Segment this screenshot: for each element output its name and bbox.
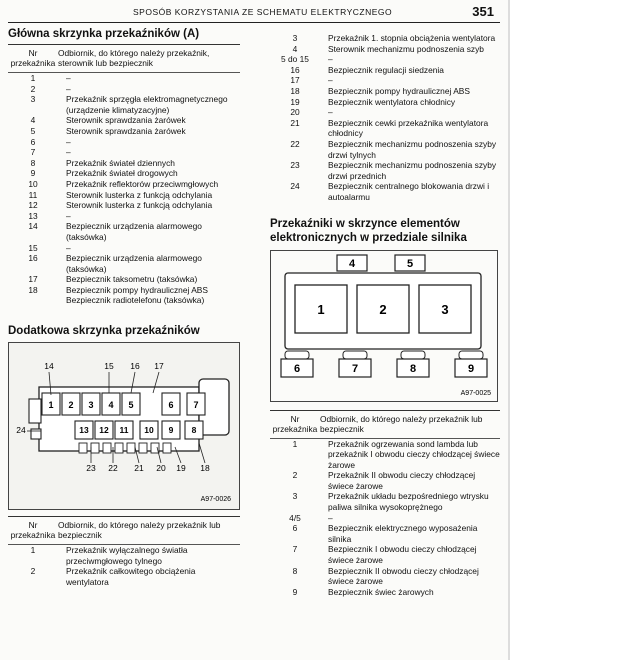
main-box-title: Główna skrzynka przekaźników (A) (8, 28, 200, 40)
extra-box-table (8, 517, 240, 587)
table-row (8, 285, 240, 306)
table-row (270, 75, 500, 86)
row-number: 3 (292, 491, 298, 502)
table-row (270, 566, 500, 587)
callout-label: 24 (16, 425, 26, 436)
row-description: Bezpiecznik świec żarowych (328, 586, 434, 597)
row-number: 1 (30, 73, 36, 83)
right-column (270, 28, 500, 597)
table-row (8, 179, 240, 190)
row-description: Przekaźnik II obwodu cieczy chłodzącej świece żarowe (328, 470, 476, 491)
row-number: 12 (28, 200, 38, 211)
row-description: Sterownik mechanizmu podnoszenia szyb (328, 43, 484, 54)
big-relay-label: 1 (317, 301, 325, 317)
table-row (8, 253, 240, 274)
row-number: 4 (292, 43, 298, 54)
table-row (270, 107, 500, 118)
row-number: 19 (290, 96, 300, 107)
relay-slot-label: 8 (191, 425, 197, 436)
fuse-slot (79, 443, 87, 453)
row-description: – (66, 242, 71, 253)
big-relay-label: 3 (441, 301, 449, 317)
extra-col-header-consumer: Odbiornik, do którego należy przekaźnik lub bezpiecznik (58, 517, 240, 545)
row-number: 15 (28, 242, 38, 253)
callout-label: 23 (86, 463, 96, 474)
table-row (270, 160, 500, 181)
table-row (8, 94, 240, 115)
row-number: 5 (30, 125, 36, 136)
engine-box-drawing (271, 251, 497, 401)
callout-label: 14 (44, 361, 54, 372)
table-row (8, 168, 240, 179)
row-description: Przekaźnik całkowitego obciążenia wentylatora (66, 566, 196, 587)
callout-label: 19 (176, 463, 186, 474)
table-row (8, 137, 240, 148)
row-number: 17 (28, 274, 38, 285)
table-row (8, 243, 240, 254)
table-row (8, 190, 240, 201)
relay-slot-label: 2 (68, 400, 74, 411)
figure-caption: A97-0026 (200, 496, 231, 504)
table-row (270, 470, 500, 491)
row-number: 23 (290, 160, 300, 171)
row-description: Bezpiecznik urządzenia alarmowego (taksówka) (66, 221, 202, 242)
callout-label: 16 (130, 361, 140, 372)
relay-slot-label: 11 (119, 425, 129, 436)
row-number: 4/5 (289, 512, 301, 523)
row-number: 6 (292, 523, 298, 534)
row-description: Bezpiecznik mechanizmu podnoszenia szyby drzwi tylnych (328, 138, 497, 160)
row-number: 17 (290, 75, 300, 86)
fuse-slot (91, 443, 99, 453)
row-description: Bezpiecznik elektrycznego wyposażenia silnika (328, 523, 478, 544)
table-row (8, 73, 240, 84)
row-description: – (328, 54, 333, 65)
row-description: Sterownik lusterka z funkcją odchylania (66, 200, 213, 211)
table-row (270, 65, 500, 76)
table-row (270, 54, 500, 65)
table-row (8, 200, 240, 211)
relay-slot-label: 7 (193, 400, 199, 411)
relay-slot-label: 4 (108, 400, 114, 411)
left-column (8, 28, 240, 587)
row-description: – (66, 73, 71, 83)
callout-label: 18 (200, 463, 210, 474)
row-description: – (328, 512, 333, 523)
relay-slot-label: 12 (99, 425, 109, 436)
extra-box-title: Dodatkowa skrzynka przekaźników (8, 325, 200, 338)
housing-left-tab (29, 399, 41, 423)
row-description: Sterownik sprawdzania żarówek (66, 125, 186, 136)
continued-table (270, 33, 500, 203)
table-row (270, 513, 500, 524)
row-description: Sterownik lusterka z funkcją odchylania (66, 189, 213, 200)
row-number: 22 (290, 138, 300, 149)
row-description: – (328, 107, 333, 118)
running-header (8, 4, 500, 23)
table-row (270, 181, 500, 202)
row-number: 21 (290, 117, 300, 128)
row-number: 9 (292, 586, 298, 597)
engine-col-header-consumer: Odbiornik, do którego należy przekaźnik lub bezpiecznik (320, 411, 500, 439)
row-number: 8 (292, 565, 298, 576)
table-row (270, 139, 500, 160)
table-row (8, 566, 240, 587)
fuse-clip (343, 351, 367, 359)
extra-col-header-number: Nr przekaźnika (8, 517, 58, 545)
row-number: 10 (28, 178, 38, 189)
big-relay-label: 2 (379, 301, 387, 317)
engine-box-table (270, 411, 500, 598)
page-number: 351 (472, 4, 494, 19)
row-description: Bezpiecznik urządzenia alarmowego (taksówka) (66, 253, 202, 274)
table-row (270, 118, 500, 139)
relay-slot-label: 5 (128, 400, 134, 411)
row-description: Przekaźnik ogrzewania sond lambda lub przekaźnik I obwodu cieczy chłodzącej świece żarowe (328, 438, 500, 470)
table-row (8, 158, 240, 169)
engine-box-title: Przekaźniki w skrzynce elementów elektronicznych w przedziale silnika (270, 217, 467, 244)
table-row (8, 84, 240, 95)
row-description: Przekaźnik wyłączalnego światła przeciwmgłowego tylnego (66, 545, 188, 566)
table-row (8, 147, 240, 158)
col-header-number: Nr przekaźnika (8, 45, 58, 73)
callout-label: 15 (104, 361, 114, 372)
engine-box-diagram (270, 250, 498, 402)
main-box-table (8, 45, 240, 306)
row-description: Bezpiecznik II obwodu cieczy chłodzącej świece żarowe (328, 565, 479, 587)
row-number: 2 (292, 470, 298, 481)
table-row (8, 274, 240, 285)
small-fuse-label: 8 (409, 362, 417, 375)
table-row (270, 491, 500, 512)
relay-slot-label: 1 (48, 400, 54, 411)
row-description: – (328, 75, 333, 86)
row-number: 5 do 15 (281, 54, 309, 65)
small-fuse-label: 5 (406, 257, 414, 270)
row-description: Bezpiecznik wentylatora chłodnicy (328, 96, 456, 107)
row-number: 2 (30, 83, 36, 94)
row-number: 9 (30, 168, 36, 179)
row-number: 16 (290, 64, 300, 75)
fuse-clip (459, 351, 483, 359)
row-number: 16 (28, 253, 38, 264)
row-number: 4 (30, 115, 36, 126)
relay-slot-label: 6 (168, 400, 174, 411)
extra-box-drawing (9, 343, 239, 509)
row-description: Bezpiecznik taksometru (taksówka) (66, 274, 198, 285)
callout-label: 17 (154, 361, 164, 372)
row-number: 18 (28, 284, 38, 295)
row-number: 13 (28, 210, 38, 221)
row-number: 7 (30, 147, 36, 158)
table-row (8, 221, 240, 242)
small-fuse-label: 6 (293, 362, 301, 375)
row-description: – (66, 136, 71, 147)
small-fuse-label: 7 (351, 362, 359, 375)
table-row (270, 97, 500, 108)
engine-col-header-number: Nr przekaźnika (270, 411, 320, 439)
table-row (270, 544, 500, 565)
extra-box-diagram (8, 342, 240, 510)
callout-label: 22 (108, 463, 118, 474)
row-description: – (66, 147, 71, 158)
row-description: Przekaźnik 1. stopnia obciążenia wentylatora (328, 33, 496, 43)
row-number: 20 (290, 107, 300, 118)
col-header-consumer: Odbiornik, do którego należy przekaźnik, sterownik lub bezpiecznik (58, 45, 240, 73)
fuse-clip (285, 351, 309, 359)
row-description: Przekaźnik świateł dziennych (66, 157, 175, 168)
callout-line (199, 443, 205, 463)
fuse-clip (401, 351, 425, 359)
fuse-slot (103, 443, 111, 453)
relay-slot-label: 9 (168, 425, 174, 436)
fuse-slot (163, 443, 171, 453)
row-description: Bezpiecznik pompy hydraulicznej ABS Bezpiecznik radiotelefonu (taksówka) (66, 284, 208, 306)
row-number: 11 (28, 189, 38, 200)
callout-label: 20 (156, 463, 166, 474)
row-number: 2 (30, 566, 36, 577)
relay-slot-label: 10 (144, 425, 154, 436)
row-description: Bezpiecznik pompy hydraulicznej ABS (328, 85, 470, 96)
row-description: Przekaźnik reflektorów przeciwmgłowych (66, 178, 219, 189)
table-row (8, 115, 240, 126)
extra-box-diagram-frame (8, 342, 240, 510)
table-row (8, 211, 240, 222)
small-fuse-label: 4 (348, 257, 356, 270)
row-description: Bezpiecznik mechanizmu podnoszenia szyby drzwi przednich (328, 160, 497, 181)
fuse-slot (115, 443, 123, 453)
row-description: Sterownik sprawdzania żarówek (66, 115, 186, 126)
relay-slot-label: 3 (88, 400, 94, 411)
table-row (270, 438, 500, 470)
row-number: 3 (30, 94, 36, 105)
fuse-slot (127, 443, 135, 453)
table-row (270, 86, 500, 97)
fuse-slot (139, 443, 147, 453)
table-row (270, 33, 500, 44)
table-row (270, 587, 500, 598)
row-number: 7 (292, 544, 298, 555)
row-description: Bezpiecznik cewki przekaźnika wentylatora chłodnicy (328, 117, 489, 139)
row-description: Bezpiecznik centralnego blokowania drzwi i autoalarmu (328, 181, 490, 202)
row-number: 6 (30, 136, 36, 147)
header-title: SPOSÓB KORZYSTANIA ZE SCHEMATU ELEKTRYCZNEGO (133, 7, 393, 17)
row-number: 1 (292, 438, 298, 449)
row-description: Bezpiecznik regulacji siedzenia (328, 64, 444, 75)
small-fuse-label: 9 (467, 362, 475, 375)
row-number: 14 (28, 221, 38, 232)
row-number: 8 (30, 157, 36, 168)
engine-box-diagram-frame (270, 250, 498, 402)
page-edge (508, 0, 510, 660)
row-number: 24 (290, 181, 300, 192)
table-row (270, 523, 500, 544)
row-description: Przekaźnik układu bezpośredniego wtrysku paliwa silnika wysokoprężnego (328, 491, 489, 513)
relay-slot-label: 13 (79, 425, 89, 436)
row-description: – (66, 83, 71, 94)
callout-label: 21 (134, 463, 144, 474)
row-description: – (66, 210, 71, 221)
table-row (270, 44, 500, 55)
row-number: 3 (292, 33, 298, 43)
row-description: Przekaźnik sprzęgła elektromagnetycznego (urządzenie klimatyzacyjne) (66, 94, 228, 115)
row-number: 18 (290, 85, 300, 96)
row-number: 1 (30, 545, 36, 556)
row-description: Bezpiecznik I obwodu cieczy chłodzącej świece żarowe (328, 544, 477, 566)
table-row (8, 545, 240, 567)
figure-caption: A97-0025 (460, 389, 491, 397)
housing-left-clip (31, 429, 41, 439)
row-description: Przekaźnik świateł drogowych (66, 168, 178, 179)
table-row (8, 126, 240, 137)
